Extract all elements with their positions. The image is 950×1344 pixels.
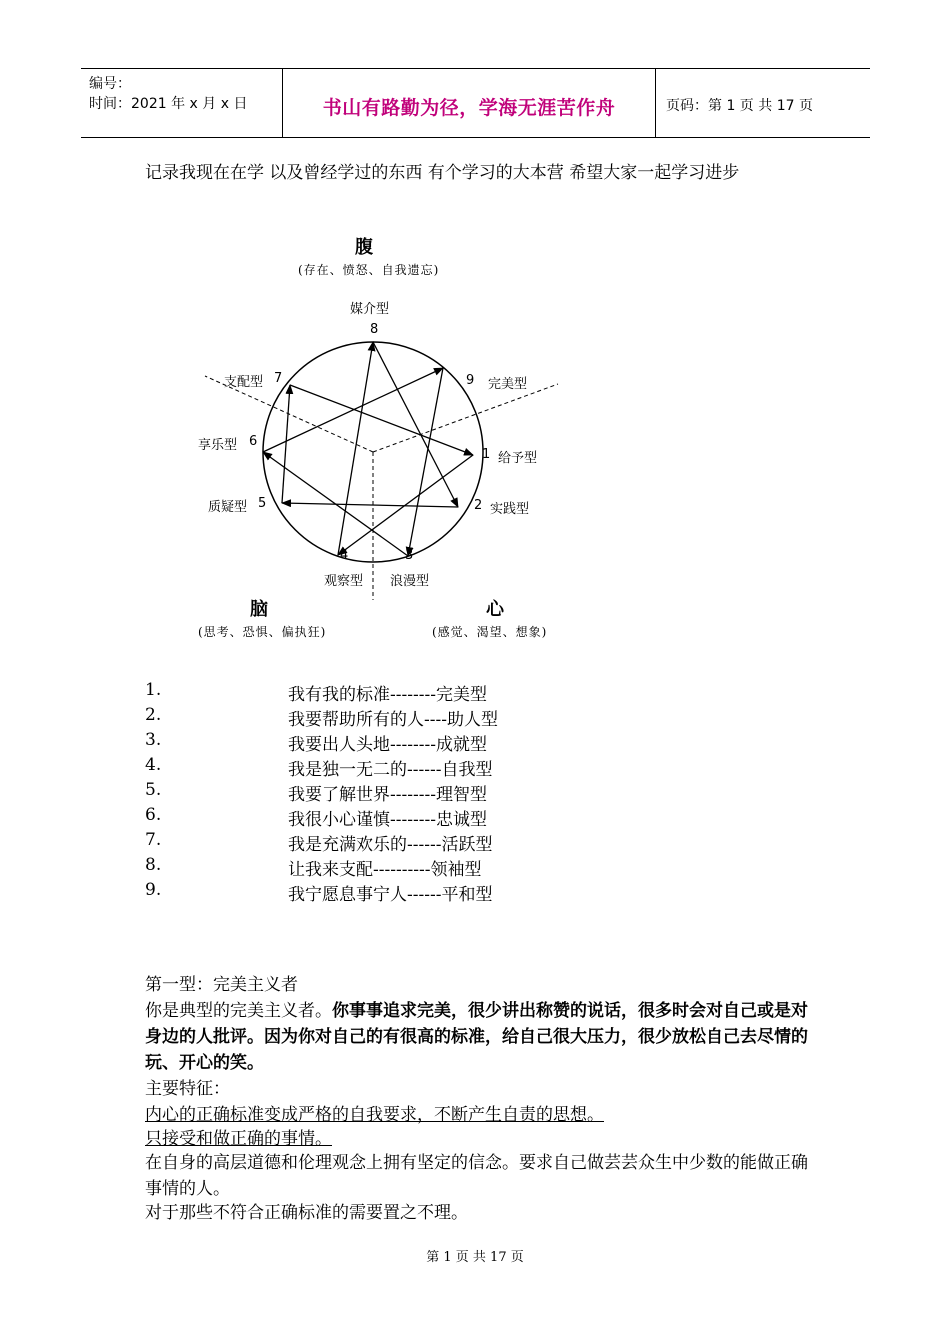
page-footer: 第 1 页 共 17 页	[426, 1250, 524, 1265]
label-gut: 腹	[355, 237, 373, 258]
label-gut-sub: (存在、愤怒、自我遗忘)	[298, 263, 440, 277]
serial-label: 编号：	[89, 76, 131, 92]
label-type-3: 浪漫型	[390, 574, 430, 589]
list-item-text: 我是充满欢乐的------活跃型	[288, 835, 493, 855]
num-7: 7	[274, 371, 283, 386]
label-type-6: 享乐型	[198, 438, 238, 453]
list-item-text: 我有我的标准--------完美型	[288, 685, 487, 705]
line-5-7	[282, 385, 290, 503]
label-heart: 心	[486, 599, 504, 620]
header-cell-center	[283, 69, 656, 137]
line-2-5	[282, 503, 458, 507]
enneagram-diagram	[190, 225, 590, 645]
intro-text: 记录我现在在学 以及曾经学过的东西 有个学习的大本营 希望大家一起学习进步	[145, 163, 740, 183]
features-label: 主要特征：	[145, 1079, 230, 1099]
label-type-8: 媒介型	[350, 302, 390, 317]
paragraph-normal: 你是典型的完美主义者。	[145, 1001, 332, 1021]
time-label: 时间：2021 年 x 月 x 日	[89, 96, 248, 112]
motto: 书山有路勤为径，学海无涯苦作舟	[322, 97, 616, 119]
list-item-text: 我要出人头地--------成就型	[288, 735, 487, 755]
num-1: 1	[482, 447, 491, 462]
list-item-text: 我要了解世界--------理智型	[288, 785, 487, 805]
list-item-num: 1.	[145, 680, 162, 700]
num-8: 8	[370, 322, 379, 337]
num-6: 6	[249, 434, 258, 449]
section-paragraph	[145, 998, 815, 1076]
list-item-num: 6.	[145, 805, 162, 825]
list-item-num: 5.	[145, 780, 162, 800]
list-item-text: 我要帮助所有的人----助人型	[288, 710, 498, 730]
feature-item-1: 内心的正确标准变成严格的自我要求，不断产生自责的思想。	[145, 1105, 604, 1125]
list-item-text: 我很小心谨慎--------忠诚型	[288, 810, 487, 830]
list-item-num: 7.	[145, 830, 162, 850]
list-item-num: 3.	[145, 730, 162, 750]
num-2: 2	[474, 498, 483, 513]
divider-right	[373, 384, 558, 452]
line-9-3	[408, 368, 443, 556]
label-type-5: 质疑型	[208, 500, 248, 515]
label-type-9: 完美型	[488, 377, 528, 392]
label-heart-sub: (感觉、渴望、想象)	[432, 625, 548, 639]
section-title: 第一型：完美主义者	[145, 975, 298, 995]
feature-item-2-wrap	[145, 1126, 815, 1152]
list-item-num: 4.	[145, 755, 162, 775]
list-item-num: 2.	[145, 705, 162, 725]
label-type-4: 观察型	[324, 574, 364, 589]
num-9: 9	[466, 373, 475, 388]
list-item-num: 8.	[145, 855, 162, 875]
list-item-text: 让我来支配----------领袖型	[288, 860, 482, 880]
feature-item-1-wrap	[145, 1102, 815, 1128]
header-cell-left	[81, 69, 283, 137]
list-item-text: 我宁愿息事宁人------平和型	[288, 885, 493, 905]
num-4: 4	[340, 548, 349, 563]
feature-item-2: 只接受和做正确的事情。	[145, 1129, 332, 1149]
label-type-1: 给予型	[498, 451, 538, 466]
page-info: 页码：第 1 页 共 17 页	[666, 98, 813, 114]
list-item-text: 我是独一无二的------自我型	[288, 760, 493, 780]
header-cell-right	[656, 69, 870, 137]
label-type-7: 支配型	[224, 375, 264, 390]
label-type-2: 实践型	[490, 502, 530, 517]
list-item-num: 9.	[145, 880, 162, 900]
line-7-1	[290, 385, 473, 455]
num-3: 3	[405, 548, 414, 563]
paragraph-bold: 你事事追求完美，很少讲出称赞的说话，很多时会对自己或是对身边的人批评。因为你对自己的有很高的标准，给自己很大压力，很少放松自己去尽情的玩、开心的笑。	[145, 1001, 808, 1073]
num-5: 5	[258, 496, 267, 511]
line-8-2	[373, 342, 458, 507]
feature-item-3: 在自身的高层道德和伦理观念上拥有坚定的信念。要求自己做芸芸众生中少数的能做正确事情的人。	[145, 1153, 808, 1199]
label-head: 脑	[250, 599, 268, 620]
header-table	[81, 68, 870, 138]
label-head-sub: (思考、恐惧、偏执狂)	[198, 625, 327, 639]
line-4-8	[338, 342, 373, 555]
feature-item-4: 对于那些不符合正确标准的需要置之不理。	[145, 1203, 468, 1223]
